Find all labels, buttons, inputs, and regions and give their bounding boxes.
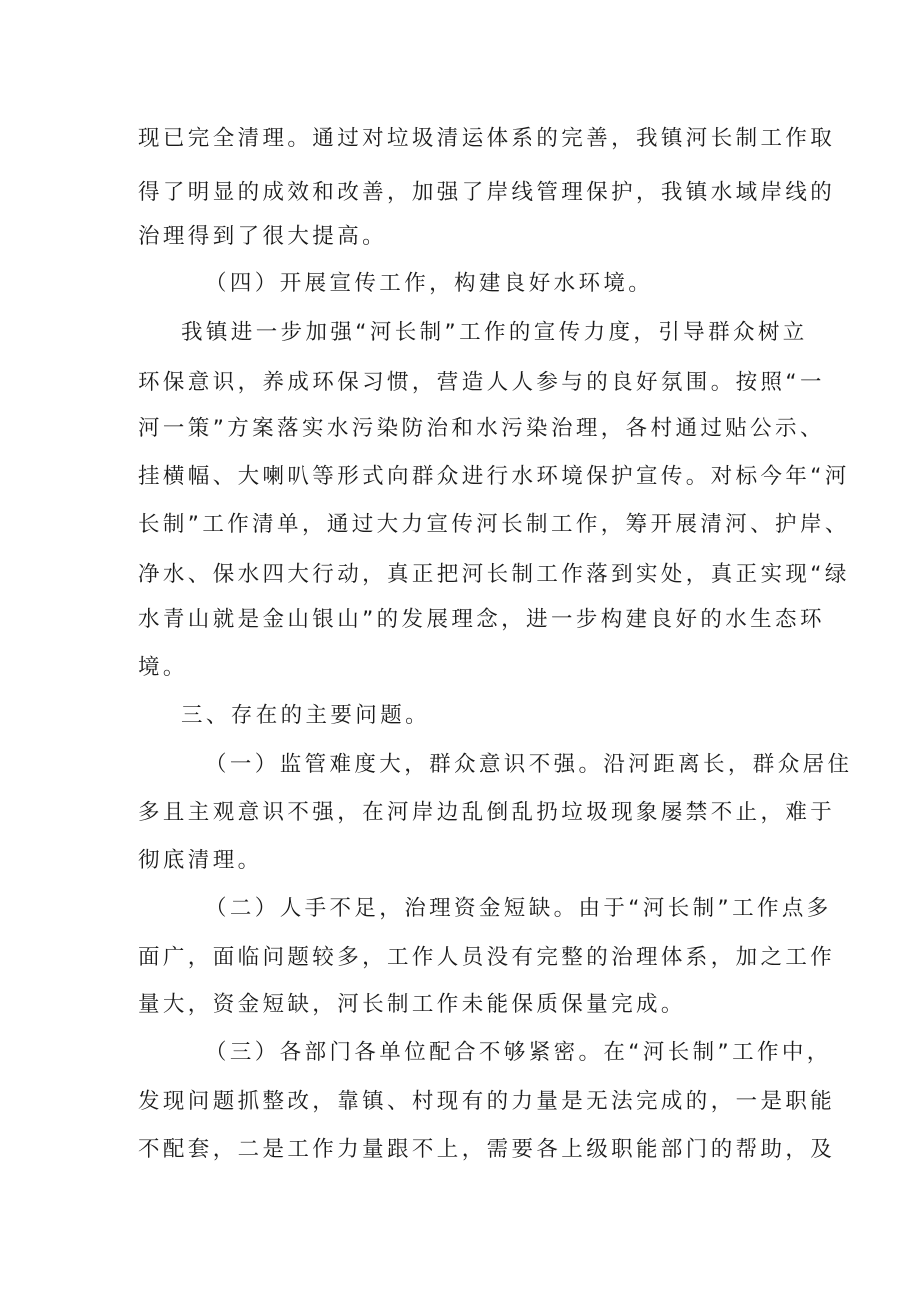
paragraph-line: 量大，资金短缺，河长制工作未能保质保量完成。 [138,992,686,1017]
paragraph-line: （二）人手不足，治理资金短缺。由于“河长制”工作点多 [205,896,832,921]
paragraph-line: 治理得到了很大提高。 [138,224,388,249]
paragraph-line: 我镇进一步加强“河长制”工作的宣传力度，引导群众树立 [181,320,808,345]
paragraph-line: 河一策”方案落实水污染防治和水污染治理，各村通过贴公示、 [138,416,825,441]
paragraph-line: 不配套，二是工作力量跟不上，需要各上级职能部门的帮助，及 [138,1137,836,1162]
paragraph-line: 环保意识，养成环保习惯，营造人人参与的良好氛围。按照“一 [138,370,825,395]
paragraph-line: 净水、保水四大行动，真正把河长制工作落到实处，真正实现“绿 [138,562,850,587]
paragraph-line: 挂横幅、大喇叭等形式向群众进行水环境保护宣传。对标今年“河 [138,464,850,489]
paragraph-line: 多且主观意识不强，在河岸边乱倒乱扔垃圾现象屡禁不止，难于 [138,800,836,825]
section-heading-4: （四）开展宣传工作，构建良好水环境。 [205,271,654,296]
paragraph-line: 面广，面临问题较多，工作人员没有完整的治理体系，加之工作 [138,945,836,970]
paragraph-line: 发现问题抓整改，靠镇、村现有的力量是无法完成的，一是职能 [138,1089,836,1114]
paragraph-line: 水青山就是金山银山”的发展理念，进一步构建良好的水生态环 [138,607,825,632]
paragraph-line: 长制”工作清单，通过大力宣传河长制工作，筹开展清河、护岸、 [138,512,850,537]
section-heading-3: 三、存在的主要问题。 [181,703,431,728]
paragraph-line: （三）各部门各单位配合不够紧密。在“河长制”工作中， [205,1040,832,1065]
paragraph-line: 得了明显的成效和改善，加强了岸线管理保护，我镇水域岸线的 [138,180,836,205]
paragraph-line: 彻底清理。 [138,848,263,873]
paragraph-line: 境。 [138,655,188,680]
paragraph-line: （一）监管难度大，群众意识不强。沿河距离长，群众居住 [205,752,853,777]
paragraph-line: 现已完全清理。通过对垃圾清运体系的完善，我镇河长制工作取 [138,126,836,151]
